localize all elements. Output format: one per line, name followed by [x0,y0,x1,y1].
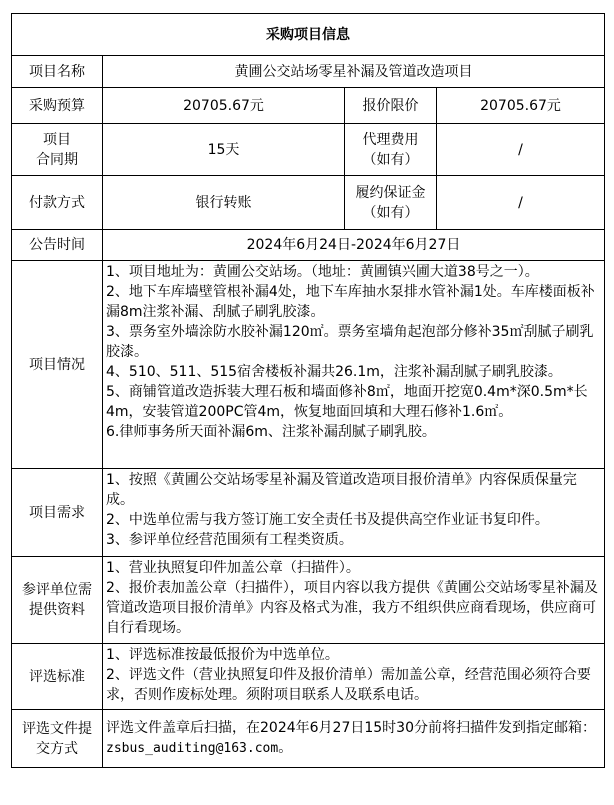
situation-item: 3、票务室外墙涂防水胶补漏120㎡。票务室墙角起泡部分修补35㎡刮腻子刷乳胶漆。 [106,324,594,360]
situation-item: 1、项目地址为：黄圃公交站场。（地址：黄圃镇兴圃大道38号之一）。 [106,264,539,280]
agency-fee-label-line2: （如有） [362,151,419,168]
material-item: 1、营业执照复印件加盖公章（扫描件）。 [106,560,360,576]
situation-item: 6.律师事务所天面补漏6m、注浆补漏刮腻子刷乳胶。 [106,424,436,440]
deposit-label [345,176,437,230]
situation-content [103,261,605,469]
notice-time-label: 公告时间 [12,230,103,261]
price-limit-value: 20705.67元 [437,88,605,124]
payment-value: 银行转账 [103,176,345,230]
situation-item: 2、地下车库墙壁管根补漏4处，地下车库抽水泵排水管补漏1处。车库楼面板补漏8m注浆补漏、刮腻子刷乳胶漆。 [106,284,595,320]
agency-fee-value: / [437,124,605,176]
submission-text: 评选文件盖章后扫描，在2024年6月27日15时30分前将扫描件发到指定邮箱： [106,720,596,736]
requirement-item: 2、中选单位需与我方签订施工安全责任书及提供高空作业证书复印件。 [106,512,549,528]
situation-item: 5、商铺管道改造拆装大理石板和墙面修补8㎡，地面开挖宽0.4m*深0.5m*长4m，安装管道200PC管4m，恢复地面回填和大理石修补1.6㎡。 [106,384,588,420]
agency-fee-label [345,124,437,176]
procurement-info-table [11,13,605,768]
materials-content [103,557,605,644]
materials-label [12,557,103,644]
notice-time-value: 2024年6月24日-2024年6月27日 [103,230,605,261]
submission-email-link[interactable]: zsbus_auditing@163.com [106,741,279,756]
contract-period-value: 15天 [103,124,345,176]
requirement-item: 1、按照《黄圃公交站场零星补漏及管道改造项目报价清单》内容保质保量完成。 [106,472,577,508]
deposit-label-line1: 履约保证金 [355,184,426,201]
submission-label [12,710,103,768]
project-name-value: 黄圃公交站场零星补漏及管道改造项目 [103,56,605,88]
budget-value: 20705.67元 [103,88,345,124]
contract-period-label-line2: 合同期 [36,151,78,168]
deposit-label-line2: （如有） [362,204,419,221]
project-name-label: 项目名称 [12,56,103,88]
submission-label-line1: 评选文件提 [22,720,92,737]
budget-label: 采购预算 [12,88,103,124]
price-limit-label: 报价限价 [345,88,437,124]
contract-period-label-line1: 项目 [43,131,71,148]
submission-content [103,710,605,768]
contract-period-label [12,124,103,176]
materials-label-line1: 参评单位需 [22,582,92,598]
requirements-content [103,469,605,557]
submission-label-line2: 交方式 [36,740,78,757]
deposit-value: / [437,176,605,230]
materials-label-line2: 提供资料 [29,602,85,618]
table-title: 采购项目信息 [12,14,605,56]
requirement-item: 3、参评单位经营范围须有工程类资质。 [106,532,353,548]
criteria-item: 2、评选文件（营业执照复印件及报价清单）需加盖公章，经营范围必须符合要求，否则作废标处理。须附项目联系人及联系电话。 [106,667,591,703]
situation-item: 4、510、511、515宿舍楼板补漏共26.1m，注浆补漏刮腻子刷乳胶漆。 [106,364,562,380]
agency-fee-label-line1: 代理费用 [362,131,419,148]
payment-label: 付款方式 [12,176,103,230]
situation-label: 项目情况 [12,261,103,469]
criteria-content [103,644,605,710]
requirements-label: 项目需求 [12,469,103,557]
criteria-label: 评选标准 [12,644,103,710]
material-item: 2、报价表加盖公章（扫描件），项目内容以我方提供《黄圃公交站场零星补漏及管道改造项目报价清单》内容及格式为准，我方不组织供应商看现场，供应商可自行看现场。 [106,580,598,636]
submission-end: 。 [278,740,293,756]
criteria-item: 1、评选标准按最低报价为中选单位。 [106,647,339,663]
